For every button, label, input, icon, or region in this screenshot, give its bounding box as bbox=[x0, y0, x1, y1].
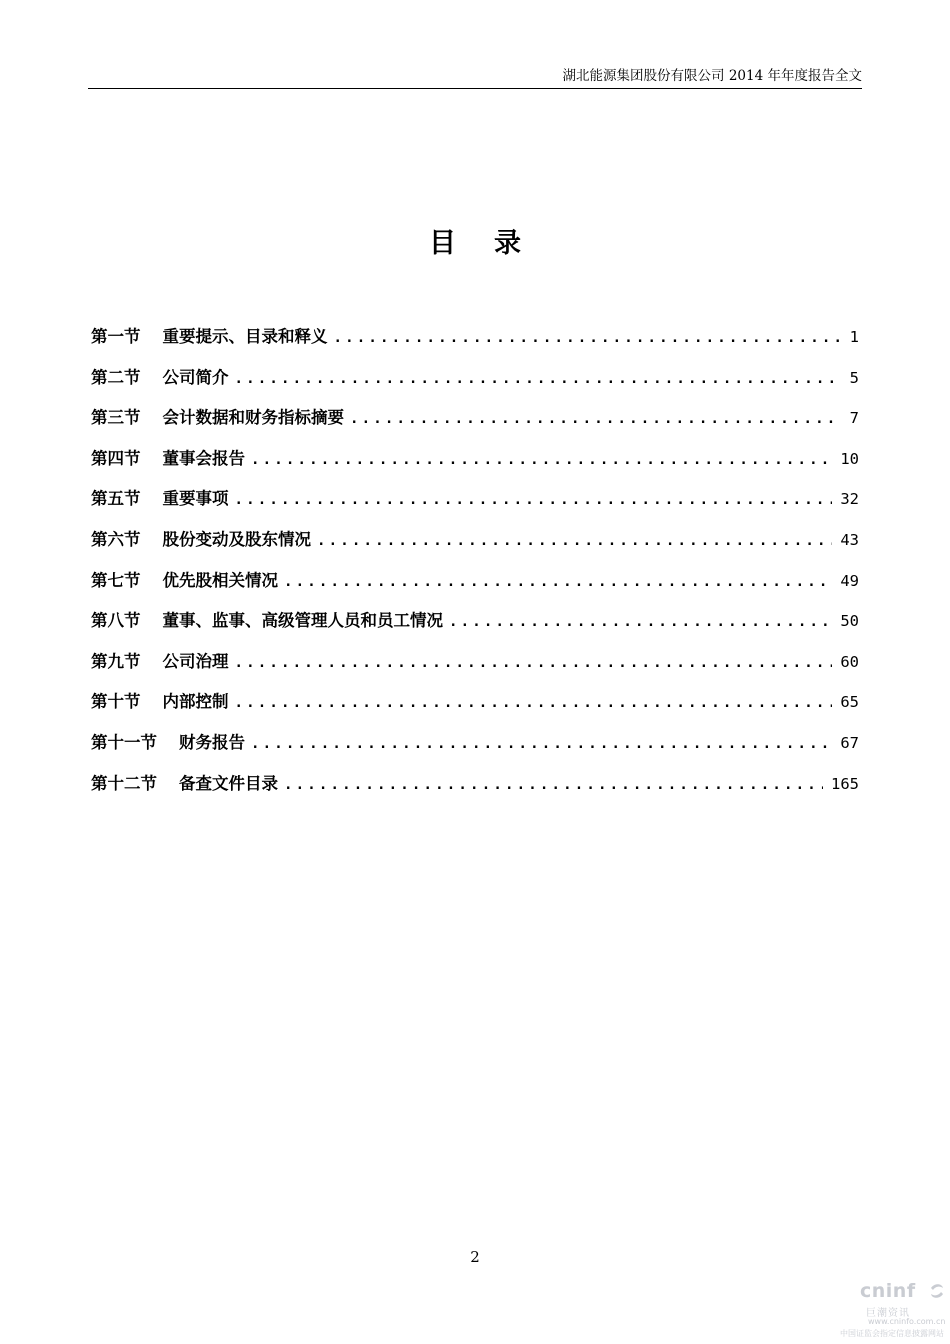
toc-page-number: 1 bbox=[849, 328, 859, 346]
toc-page-number: 10 bbox=[840, 449, 859, 468]
toc-section-number: 第一节 bbox=[91, 327, 141, 346]
toc-leader-dots bbox=[449, 607, 832, 637]
toc-page-number: 165 bbox=[831, 774, 859, 793]
toc-section-number: 第十节 bbox=[91, 692, 141, 712]
toc-section-title: 董事会报告 bbox=[162, 448, 245, 468]
toc-leader-dots bbox=[350, 404, 841, 434]
toc-section-title: 重要事项 bbox=[162, 489, 229, 509]
toc-section-title: 内部控制 bbox=[162, 692, 229, 712]
toc-page-number: 32 bbox=[840, 490, 859, 509]
toc-leader-dots bbox=[334, 323, 842, 353]
toc-page-number: 49 bbox=[840, 571, 859, 590]
toc-section-title: 备查文件目录 bbox=[179, 773, 278, 793]
toc-entry[interactable] bbox=[91, 322, 859, 363]
toc-section-number: 第十一节 bbox=[91, 732, 157, 752]
toc-entry[interactable] bbox=[91, 525, 859, 566]
toc-section-number: 第四节 bbox=[91, 448, 141, 468]
toc-section-number: 第八节 bbox=[91, 611, 141, 631]
toc-section-title: 股份变动及股东情况 bbox=[162, 529, 311, 549]
toc-section-number: 第三节 bbox=[91, 408, 141, 428]
toc-section-number: 第九节 bbox=[91, 651, 141, 671]
toc-entry[interactable] bbox=[91, 647, 859, 688]
toc-section-title: 优先股相关情况 bbox=[162, 570, 278, 590]
toc-page-number: 60 bbox=[840, 652, 859, 671]
toc-page-number: 43 bbox=[840, 530, 859, 549]
toc-leader-dots bbox=[317, 526, 832, 556]
table-of-contents bbox=[91, 322, 859, 809]
toc-leader-dots bbox=[284, 770, 823, 800]
running-header: 湖北能源集团股份有限公司 2014 年年度报告全文 bbox=[562, 68, 862, 84]
toc-page-number: 67 bbox=[840, 733, 859, 752]
watermark-swirl-icon bbox=[928, 1282, 946, 1300]
toc-section-title: 重要提示、目录和释义 bbox=[162, 327, 328, 346]
toc-section-title: 财务报告 bbox=[179, 732, 245, 752]
toc-section-title: 公司简介 bbox=[162, 367, 229, 387]
watermark-name: 巨潮资讯 bbox=[866, 1308, 910, 1319]
watermark-url: www.cninfo.com.cn bbox=[868, 1317, 946, 1326]
toc-section-title: 公司治理 bbox=[162, 651, 229, 671]
header-rule bbox=[88, 88, 862, 89]
toc-section-title: 会计数据和财务指标摘要 bbox=[162, 408, 344, 428]
watermark-logo-text: cninf bbox=[860, 1280, 916, 1302]
toc-entry[interactable] bbox=[91, 403, 859, 444]
toc-entry[interactable] bbox=[91, 728, 859, 769]
page-title: 目录 bbox=[429, 228, 559, 259]
cninfo-watermark bbox=[838, 1280, 950, 1344]
watermark-org: 中国证监会指定信息披露网站 bbox=[840, 1329, 944, 1338]
toc-page-number: 7 bbox=[849, 409, 859, 428]
toc-leader-dots bbox=[284, 567, 832, 597]
toc-leader-dots bbox=[235, 648, 833, 678]
toc-section-title: 董事、监事、高级管理人员和员工情况 bbox=[162, 611, 443, 631]
toc-page-number: 5 bbox=[849, 368, 859, 387]
toc-section-number: 第十二节 bbox=[91, 773, 157, 793]
toc-page-number: 65 bbox=[840, 693, 859, 712]
toc-entry[interactable] bbox=[91, 687, 859, 728]
toc-entry[interactable] bbox=[91, 769, 859, 810]
toc-leader-dots bbox=[235, 364, 842, 394]
toc-leader-dots bbox=[235, 688, 833, 718]
toc-leader-dots bbox=[251, 445, 832, 475]
page-number: 2 bbox=[470, 1248, 480, 1266]
toc-entry[interactable] bbox=[91, 566, 859, 607]
toc-leader-dots bbox=[235, 485, 833, 515]
toc-entry[interactable] bbox=[91, 606, 859, 647]
toc-entry[interactable] bbox=[91, 363, 859, 404]
toc-section-number: 第五节 bbox=[91, 489, 141, 509]
toc-leader-dots bbox=[251, 729, 832, 759]
toc-section-number: 第六节 bbox=[91, 529, 141, 549]
toc-page-number: 50 bbox=[840, 612, 859, 631]
toc-entry[interactable] bbox=[91, 444, 859, 485]
toc-entry[interactable] bbox=[91, 484, 859, 525]
toc-section-number: 第七节 bbox=[91, 570, 141, 590]
toc-section-number: 第二节 bbox=[91, 367, 141, 387]
